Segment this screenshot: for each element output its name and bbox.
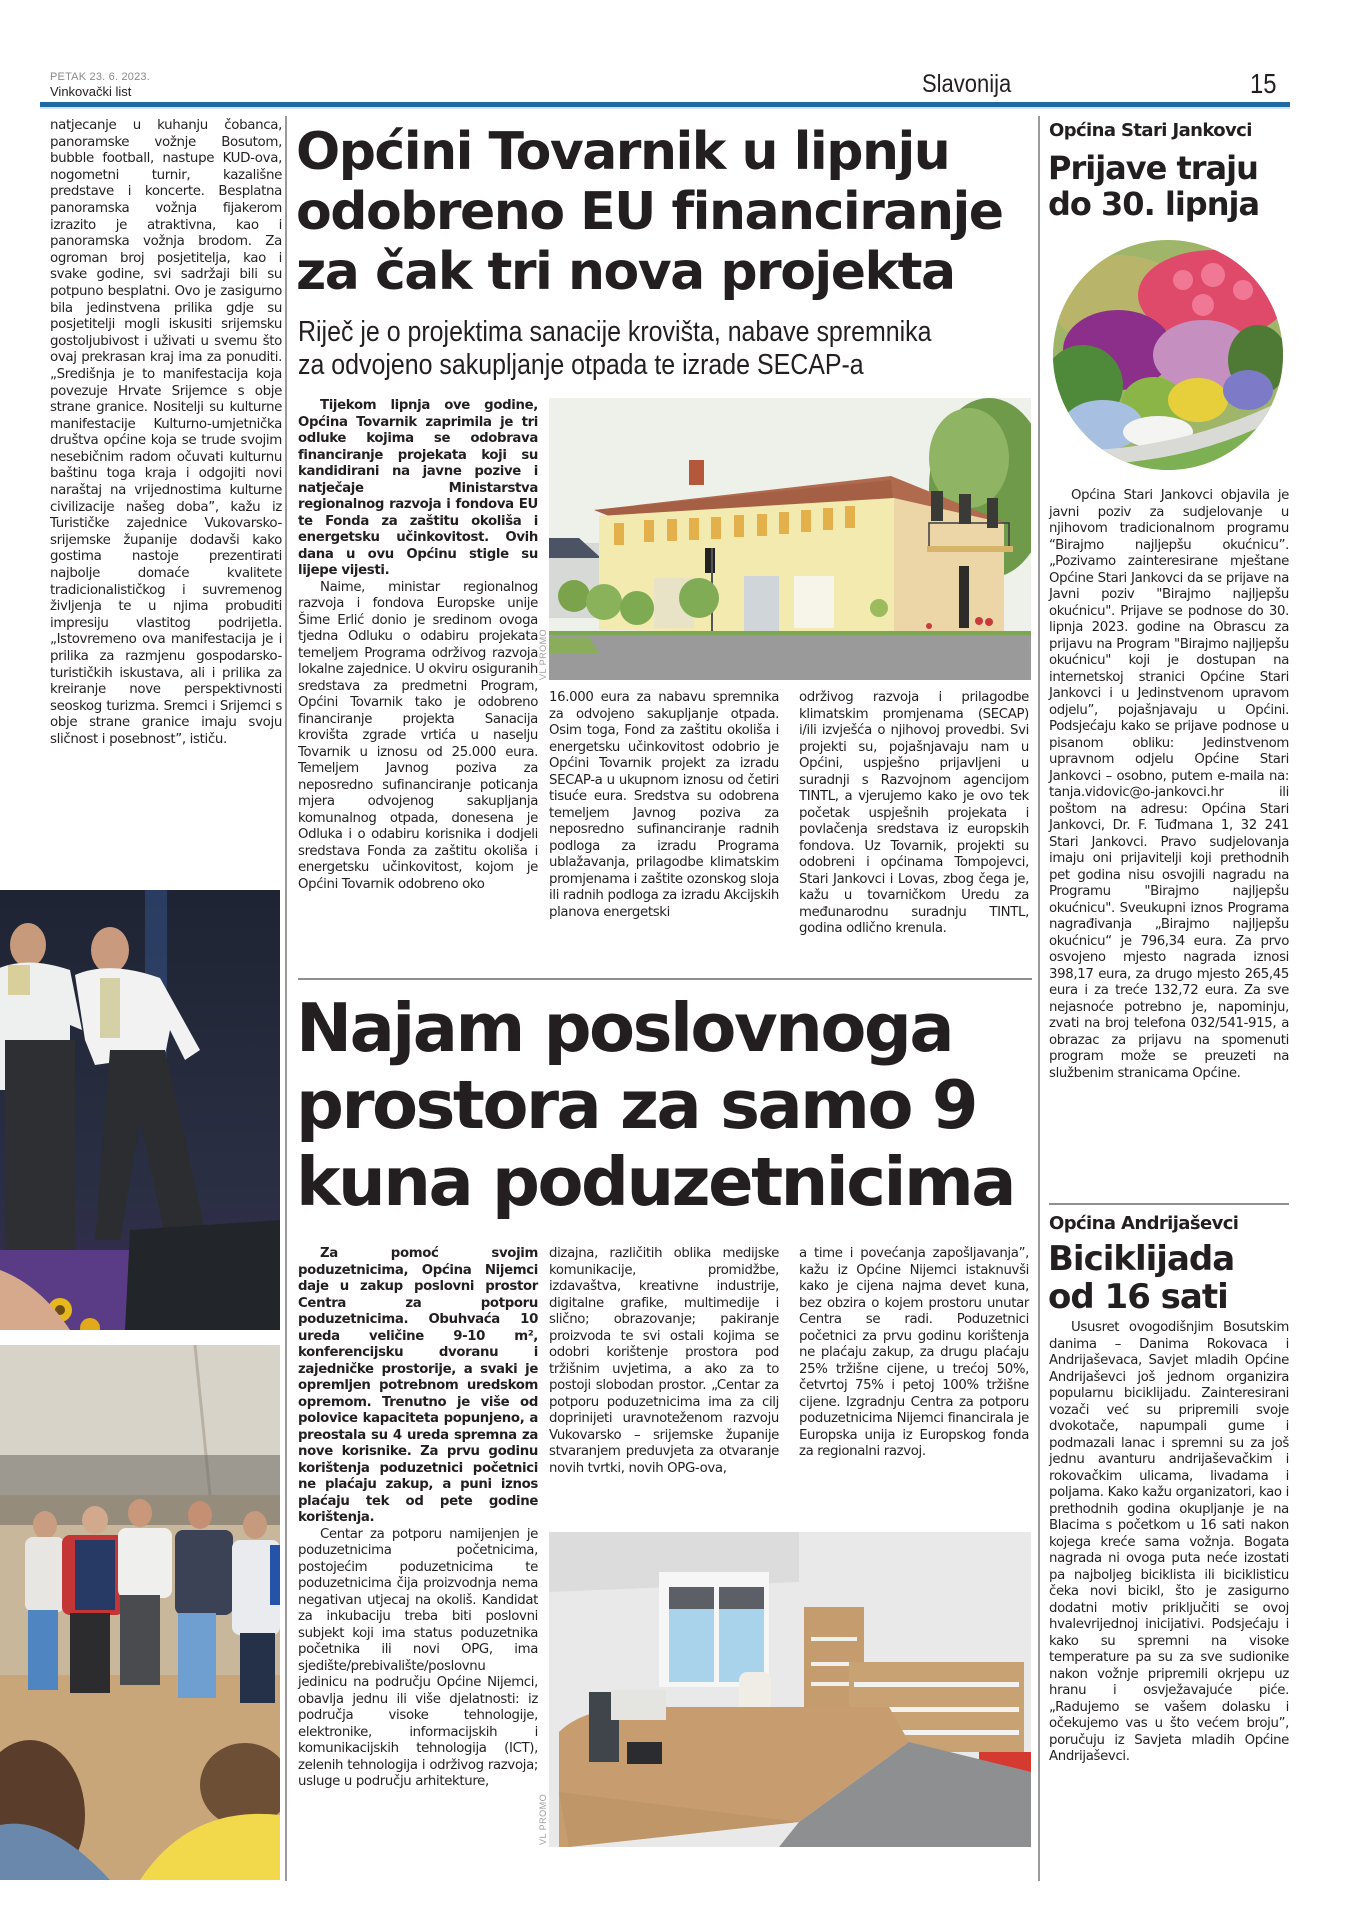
headline-line: Općini Tovarnik u lipnju [296,122,950,182]
article-nijemci-column-1 [298,1246,538,1791]
headline-line: prostora za samo 9 [296,1066,976,1144]
article-andrijasevci-body [1049,1320,1289,1766]
article-nijemci-paragraph: a time i povećanja zapošljavanja”, kažu iz Općine Nijemci istaknuvši kako je cijena najma devet kuna, bez obzira o kojem prostoru unutar Centra se radi. Poduzetnici početnici za prvu godinu korištenja ne plaćaju zakup, za drugu plaćaju 25% tržišne cijene, u trećoj 50%, četvrtoj 75% i petoj 100% tržišne cijene. Izgradnju Centra za potporu poduzetnicima Nijemci financirala je Europska unija iz Europskog fonda za regionalni razvoj. [799,1246,1029,1459]
photo-stage-performers [0,890,280,1330]
municipality-building-image [549,398,1031,680]
article-separator [1049,1203,1289,1205]
newspaper-name: Vinkovački list [50,84,132,99]
article-tovarnik-headline [296,122,1036,302]
article-tovarnik-paragraph: 16.000 eura za nabavu spremnika za odvojeno sakupljanje otpada. Osim toga, Fond za zaštitu okoliša i energetsku učinkovitost odobrio je Općini Tovarnik projekt za izradu SECAP-a u ukupnom iznosu od četiri tisuće eura. Sredstva su odobrena temeljem Javnog poziva za neposredno sufinanciranje radnih podloga za izradu Programa ublažavanja, prilagodbe klimatskim promjenama i zaštite ozonskog sloja ili radnih podloga za izradu Akcijskih planova energetski [549,690,779,920]
left-column-text [50,118,282,749]
article-nijemci-paragraph: Centar za potporu namijenjen je poduzetnicima početnicima, postojećim poduzetnicima te poduzetnicima čija proizvodnja nema negativan utjecaj na okoliš. Kandidat za inkubaciju treba biti poslovni subjekt koji ima status poduzetnika početnika ili novi OPG, ima sjedište/prebivalište/poslovnu jedinicu na području Općine Nijemci, obavlja jednu ili više djelatnosti: iz područja visoke tehnologije, elektronike, informacijskih i komunikacijskih tehnologija (ICT), zelenih tehnologija i održivog razvoja; usluge u području arhitekture, [298,1526,538,1789]
headline-line: za čak tri nova projekta [296,242,955,302]
article-nijemci-column-2 [549,1246,779,1477]
headline-line: Biciklijada [1048,1239,1235,1279]
section-title: Slavonija [922,70,1012,98]
headline-line: od 16 sati [1048,1277,1228,1317]
photo-credit: VL PROMO [538,1793,548,1845]
headline-line: Prijave traju [1048,149,1258,187]
article-tovarnik-column-3 [799,690,1029,938]
article-tovarnik-paragraph: Naime, ministar regionalnog razvoja i fondova Europske unije Šime Erlić donio je sredinom ovoga tjedna Odluku o odabiru projekata temeljem Programa održivog razvoja lokalne zajednice. U okviru osiguranih sredstava za predmetni Program, Općini Tovarnik tako je odobreno financiranje projekta Sanacija krovišta zgrade vrtića u naselju Tovarnik u iznosu od 25.000 eura. Temeljem Javnog poziva za neposredno sufinanciranje poticanja mjera odvojenog sakupljanja komunalnog otpada, donesena je Odluka i o odabiru korisnika i dodjeli sredstava Fonda za zaštitu okoliša i energetsku učinkovitost, kojom je Općini Tovarnik odobreno oko [298,579,538,892]
office-room-image [549,1532,1031,1847]
article-stari-jankovci-body [1049,488,1289,1082]
article-tovarnik-standfirst [298,316,931,382]
page-number: 15 [1250,68,1277,99]
article-stari-jankovci-headline [1048,150,1293,222]
article-nijemci-paragraph: dizajna, različitih oblika medijske komunikacije, promidžbe, izdavaštva, kreativne industrije, digitalne grafike, multimedije i slično; obrazovanje; pakiranje proizvoda te svi ostali kojima se odobri korištenje prostora pod tržišnim uvjetima, a ako za to postoji slobodan prostor. „Centar za potporu poduzetnicima ima za cilj doprinijeti uravnoteženom razvoju Vukovarsko – srijemske županije stvaranjem preduvjeta za otvaranje novih tvrtki, novih OPG-ova, [549,1246,779,1476]
article-stari-jankovci-paragraph: Općina Stari Jankovci objavila je javni poziv za sudjelovanje u njihovom tradicionalnom programu “Birajmo najljepšu okućnicu”. „Pozivamo zainteresirane mještane Općine Stari Jankovci da se prijave na Javni poziv "Birajmo najljepšu okućnicu". Prijave se podnose do 30. lipnja 2023. godine na Obrascu za prijavu na Program "Birajmo najljepšu okućnicu" koji je dostupan na internetskoj stranici Općine Stari Jankovci i u Jedinstvenom upravom odjelu”, pojašnjavaju u Općini. Podsjećaju kako se prijave podnose u pisanom obliku: Jedinstvenom upravnom odjelu Općine Stari Jankovci – osobno, putem e-maila na: tanja.vidovic@o-jankovci.hr ili poštom na adresu: Općina Stari Jankovci, Dr. F. Tuđmana 1, 32 241 Stari Jankovci. Pravo sudjelovanja imaju oni prijavitelji koji prethodnih pet godina nisu osvojili nagradu na Programu "Birajmo najljepšu okućnicu". Sveukupni iznos Programa nagrađivanja „Birajmo najljepšu okućnicu“ je 796,34 eura. Za prvo osvojeno mjesto nagrada iznosi 398,17 eura, za drugo mjesto 265,45 eura i za treće 132,72 eura. Za sve nejasnoće potrebno je, napominju, zvati na broj telefona 032/541-915, a obrazac za prijavu na spomenuti program može se preuzeti na službenim stranicama Općine. [1049,488,1289,1081]
article-andrijasevci-kicker: Općina Andrijaševci [1049,1213,1239,1234]
standfirst-line: za odvojeno sakupljanje otpada te izrade SECAP-a [298,349,864,381]
left-column-paragraph: natjecanje u kuhanju čobanca, panoramske vožnje Bosutom, bubble football, nastupe KUD-ova, nogometni turnir, kazališne predstave i koncerte. Besplatna panoramska vožnja fijakerom izrazito je atraktivna, kao i panoramska vožnja brodom. Za ogroman broj posjetitelja, kao i svake godine, svi sadržaji bili su potpuno besplatni. Ovo je zasigurno bila jedinstvena prilika gdje su posjetitelji mogli iskusiti srijemsku gostoljubivost i uživati u svemu što ovaj prekrasan kraj ima za ponuditi. „Središnja je to manifestacija koja povezuje Hrvate Srijemce s obje strane granice. Nositelji su kulturne manifestacije Kulturno-umjetnička društva općine koja se trude svojim nesebičnim radom očuvati kulturnu baštinu toga kraja i odgojiti novi naraštaj na vrijednostima kulturne civilizacije našeg doba”, kažu iz Turističke zajednice Vukovarsko-srijemske županije dodavši kako gostima nastoje prezentirati najbolje domaće kvalitete tradicionalističkog i suvremenog življenja te u njima probuditi impresiju vlastitog podrijetla. „Istovremeno ova manifestacija je i prilika za razmjenu gospodarsko-turističkih iskustava, ali i prilika za kreiranje nove perspektivnosti seoskog turizma. Sremci i Srijemci s obje strane granice imaju svoju sličnost i posebnost”, ističu. [50,118,282,747]
headline-line: Najam poslovnoga [296,989,953,1067]
standfirst-line: Riječ je o projektima sanacije krovišta, nabave spremnika [298,316,932,348]
article-nijemci-column-3 [799,1246,1029,1461]
issue-date: PETAK 23. 6. 2023. [50,71,151,83]
header-rule [40,102,1290,109]
article-nijemci-lead: Za pomoć svojim poduzetnicima, Općina Nijemci daje u zakup poslovni prostor Centra za potporu poduzetnicima. Obuhvaća 10 ureda veličine 9-10 m², konferencijsku dvoranu i zajedničke prostorije, a svaki je opremljen potrebnom uredskom opremom. Trenutno je više od polovice kapaciteta popunjeno, a preostala su 4 ureda spremna za nove korisnike. Za prvu godinu korištenja poduzetnici početnici ne plaćaju zakup, a puni iznos plaćaju tek od pete godine korištenja. [298,1246,538,1525]
article-andrijasevci-paragraph: Ususret ovogodišnjim Bosutskim danima – Danima Rokovaca i Andrijaševaca, Savjet mladih Općine Andrijaševci još jednom organizira popularnu biciklijadu. Zainteresirani vozači već su pripremili svoje dvokotače, napumpali gume i podmazali lanac i spremni su za još jednu avanturu andrijaševačkim i rokovačkim ulicama, livadama i poljama. Kako kažu organizatori, kao i prethodnih godina okupljanje je na Blacima s početkom u 16 sati nakon kojega kreće sama vožnja. Bogata nagrada ni ovoga puta neće izostati pa najboljeg biciklista ili biciklisticu čeka novi bicikl, što je zasigurno dodatni motiv priključiti se ovoj hvalevrijednoj inicijativi. Podsjećaju i kako su spremni na visoke temperature pa su za sve sudionike nakon vožnje pripremili okrjepu uz hranu i osvježavajuće piće. „Radujemo se vašem dolasku i očekujemo vas u što većem broju”, poručuju iz Savjeta mladih Općine Andrijaševci. [1049,1320,1289,1764]
article-tovarnik-column-1 [298,398,538,893]
headline-line: kuna poduzetnicima [296,1143,1014,1221]
headline-line: do 30. lipnja [1048,185,1260,223]
article-separator [298,978,1032,980]
article-andrijasevci-headline [1048,1240,1293,1316]
stage-performers-image [0,890,280,1330]
photo-municipality-building [549,398,1031,680]
headline-line: odobreno EU financiranje [296,182,1003,242]
photo-dancing-crowd [0,1345,280,1880]
column-divider-left [285,116,287,1881]
article-tovarnik-column-2 [549,690,779,921]
column-divider-right [1038,116,1040,1881]
dancing-crowd-image [0,1345,280,1880]
article-tovarnik-paragraph: održivog razvoja i prilagodbe klimatskim promjenama (SECAP) i/ili izvješća o njihovoj provedbi. Svi projekti su, pojašnjavaju nam u Općini, uspješno prijavljeni u suradnji s Razvojnom agencijom TINTL, a vjerujemo kako je ovo tek početak uspješnih projekata i povlačenja sredstava iz europskih fondova. Uz Tovarnik, projekti su odobreni i općinama Tompojevci, Stari Jankovci i Lovas, zbog čega je, kažu u tovarničkom Uredu za međunarodnu suradnju TINTL, godina odlično krenula. [799,690,1029,936]
photo-credit: VL PROMO [538,628,548,680]
article-stari-jankovci-kicker: Općina Stari Jankovci [1049,120,1252,141]
photo-flower-garden [1053,240,1283,470]
article-tovarnik-lead: Tijekom lipnja ove godine, Općina Tovarnik zaprimila je tri odluke kojima se odobrava financiranje projekata koji su kandidirani na javne pozive i natječaje Ministarstva regionalnog razvoja i fondova EU te Fonda za zaštitu okoliša i energetsku učinkovitost. Ovih dana u ovu Općinu stigle su lijepe vijesti. [298,398,538,578]
photo-office-room [549,1532,1031,1847]
article-nijemci-headline [296,990,1041,1221]
flower-garden-image [1053,240,1283,470]
